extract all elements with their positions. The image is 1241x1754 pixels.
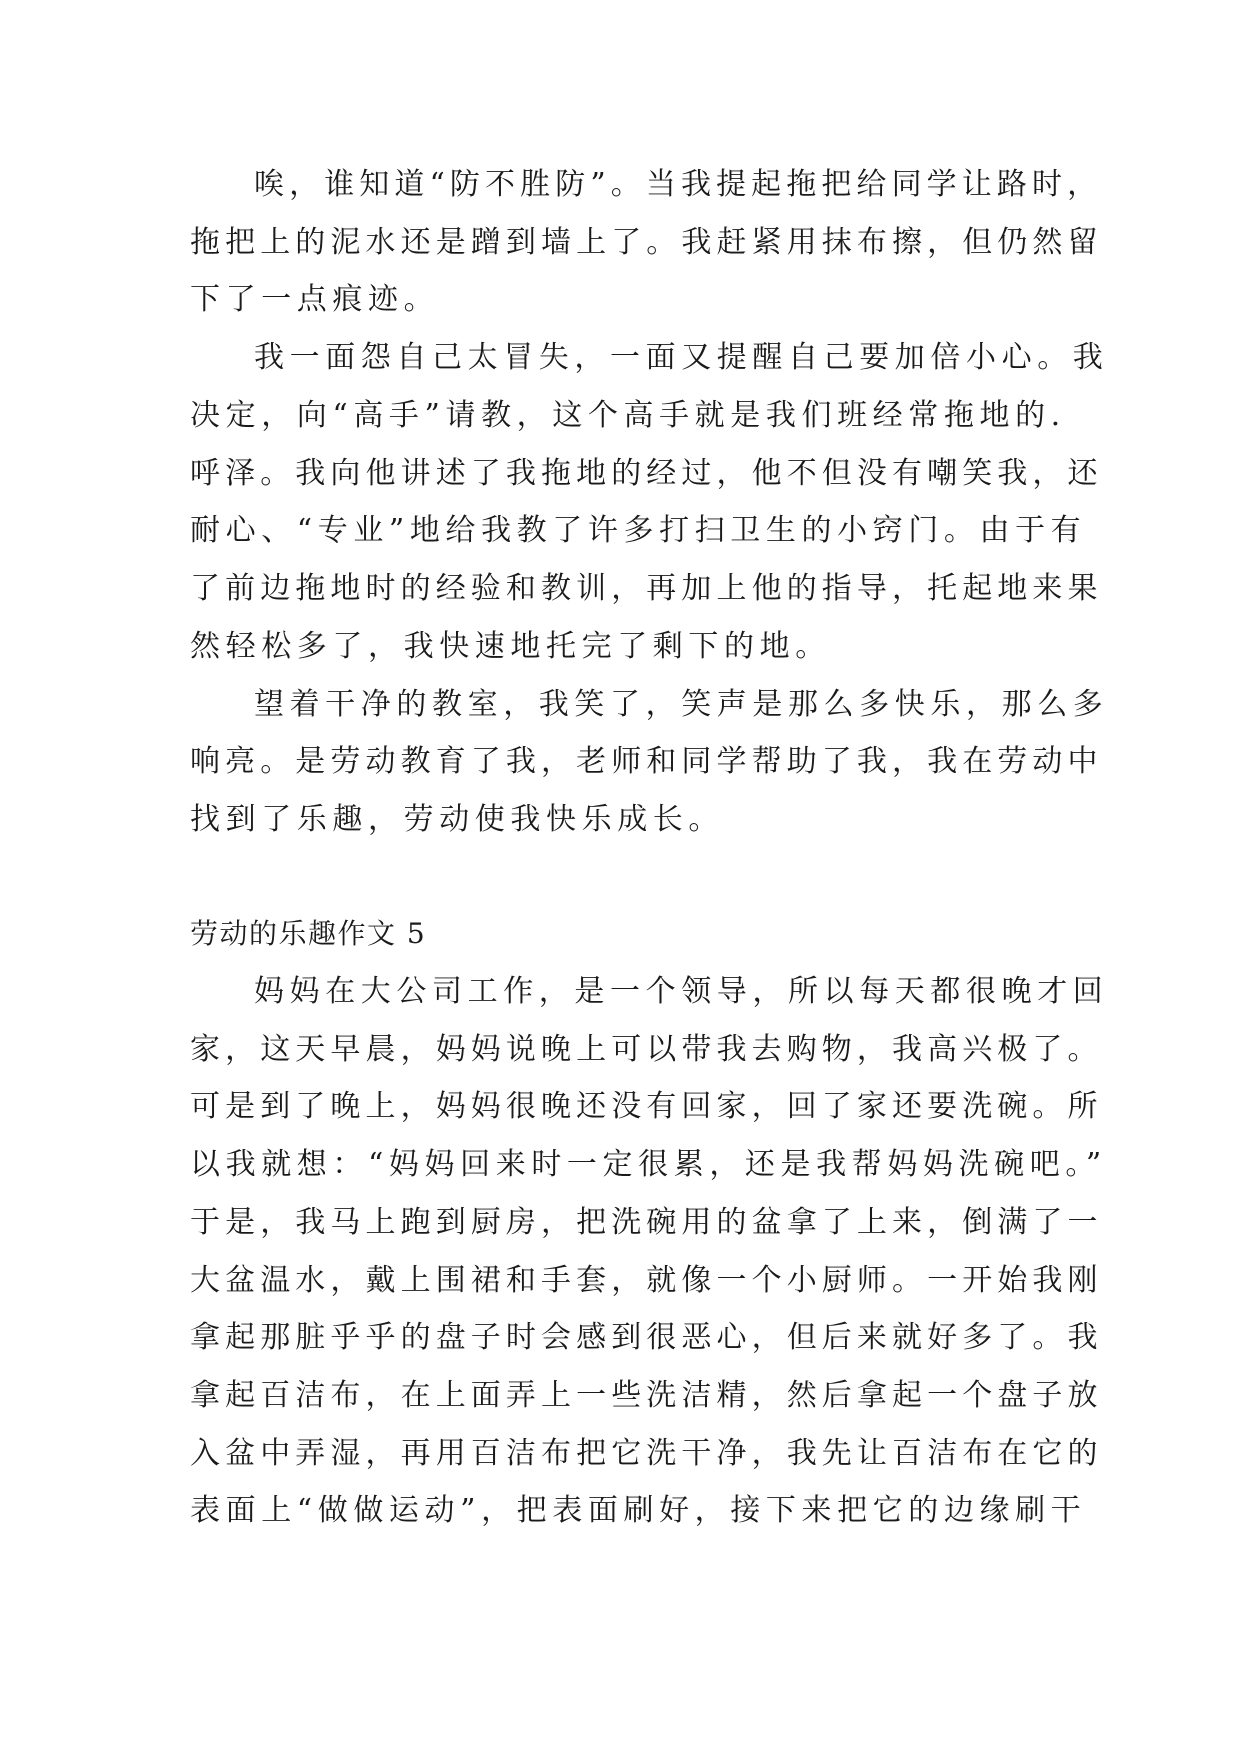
text-line: 耐心、“专业”地给我教了许多打扫卫生的小窍门。由于有 bbox=[190, 513, 1087, 548]
text-line: 然轻松多了，我快速地托完了剩下的地。 bbox=[190, 629, 831, 664]
text-line: 可是到了晚上，妈妈很晚还没有回家，回了家还要洗碗。所 bbox=[190, 1089, 1103, 1124]
text-line: 家，这天早晨，妈妈说晚上可以带我去购物，我高兴极了。 bbox=[190, 1032, 1103, 1067]
text-line: 拿起百洁布，在上面弄上一些洗洁精，然后拿起一个盘子放 bbox=[190, 1378, 1103, 1413]
text-line: 呼泽。我向他讲述了我拖地的经过，他不但没有嘲笑我，还 bbox=[190, 456, 1103, 491]
section-title: 劳动的乐趣作文 5 bbox=[190, 917, 427, 950]
text-line: 表面上“做做运动”，把表面刷好，接下来把它的边缘刷干 bbox=[190, 1493, 1087, 1528]
text-line: 唉，谁知道“防不胜防”。当我提起拖把给同学让路时， bbox=[254, 167, 1103, 202]
text-line: 于是，我马上跑到厨房，把洗碗用的盆拿了上来，倒满了一 bbox=[190, 1205, 1103, 1240]
text-line: 望着干净的教室，我笑了，笑声是那么多快乐，那么多 bbox=[254, 687, 1109, 722]
text-line: 妈妈在大公司工作，是一个领导，所以每天都很晚才回 bbox=[254, 974, 1109, 1009]
text-line: 大盆温水，戴上围裙和手套，就像一个小厨师。一开始我刚 bbox=[190, 1263, 1103, 1298]
text-line: 下了一点痕迹。 bbox=[190, 282, 440, 317]
text-line: 拖把上的泥水还是蹭到墙上了。我赶紧用抹布擦，但仍然留 bbox=[190, 225, 1103, 260]
text-line: 拿起那脏乎乎的盘子时会感到很恶心，但后来就好多了。我 bbox=[190, 1320, 1103, 1355]
text-line: 以我就想：“妈妈回来时一定很累，还是我帮妈妈洗碗吧。” bbox=[190, 1147, 1107, 1182]
text-line: 决定，向“高手”请教，这个高手就是我们班经常拖地的. bbox=[190, 398, 1066, 433]
text-line: 找到了乐趣，劳动使我快乐成长。 bbox=[190, 802, 724, 837]
text-line: 入盆中弄湿，再用百洁布把它洗干净，我先让百洁布在它的 bbox=[190, 1436, 1103, 1471]
text-line: 了前边拖地时的经验和教训，再加上他的指导，托起地来果 bbox=[190, 571, 1103, 606]
text-line: 响亮。是劳动教育了我，老师和同学帮助了我，我在劳动中 bbox=[190, 744, 1103, 779]
text-line: 我一面怨自己太冒失，一面又提醒自己要加倍小心。我 bbox=[254, 340, 1109, 375]
